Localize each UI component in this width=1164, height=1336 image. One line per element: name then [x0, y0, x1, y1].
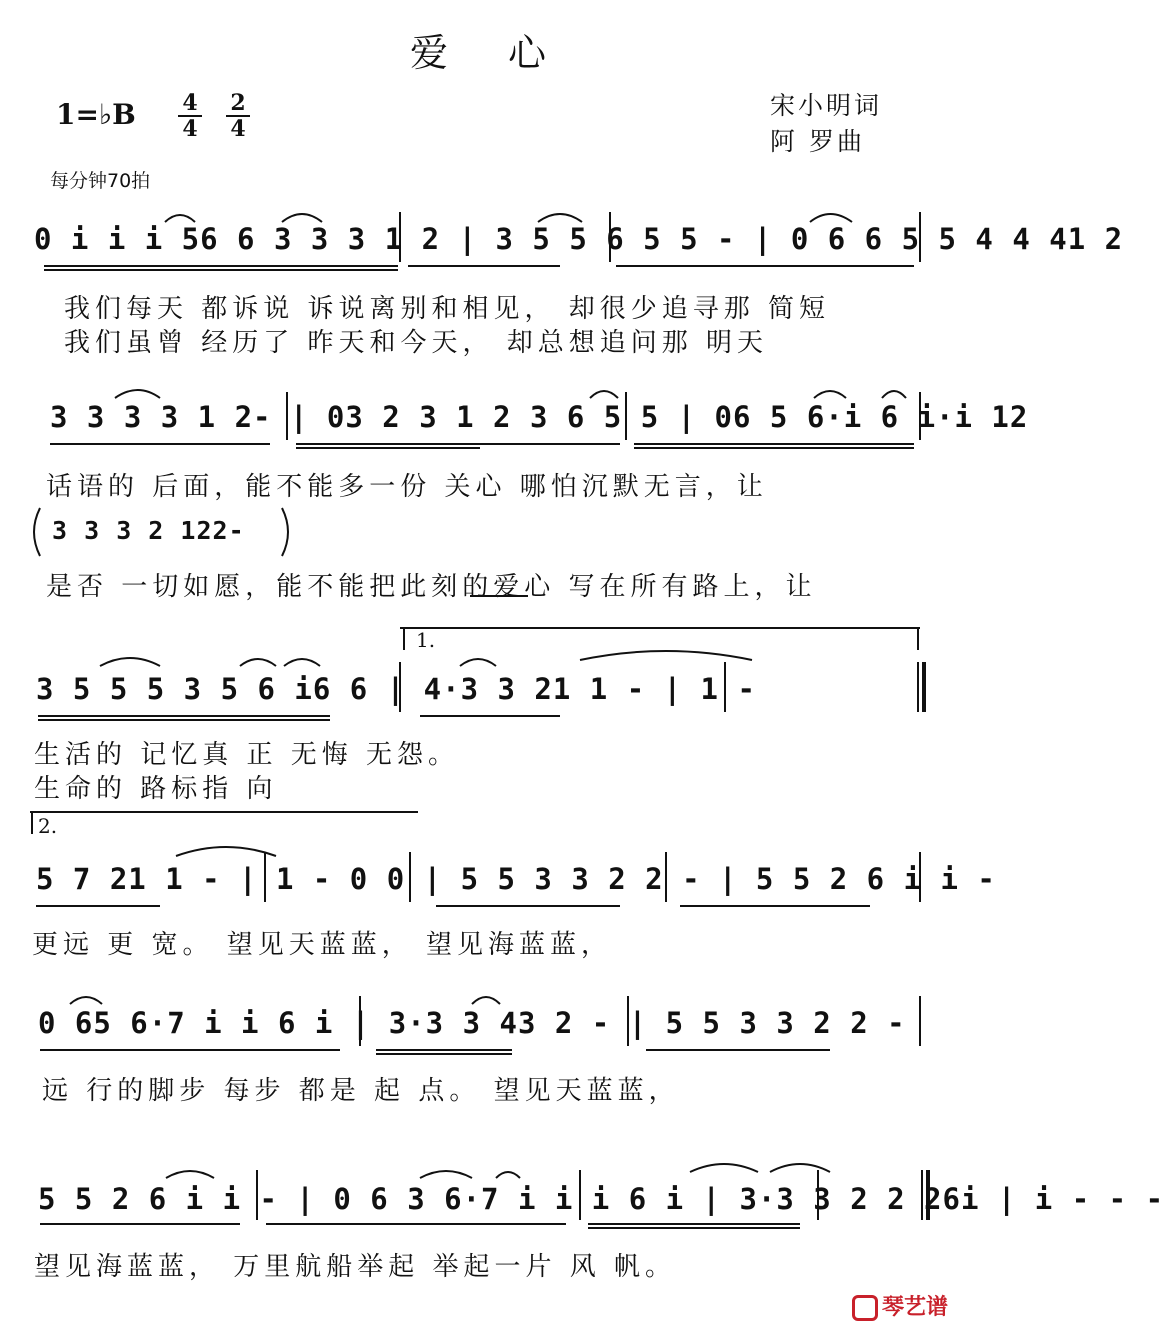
watermark-icon — [852, 1295, 878, 1321]
lyricist-credit: 宋小明词 — [770, 91, 883, 120]
notation-line-3: 3 3 3 2 122- — [52, 516, 245, 545]
lyric-line-1a: 我们每天 都诉说 诉说离别和相见， 却很少追寻那 简短 — [64, 294, 831, 324]
lyric-line-6: 远 行的脚步 每步 都是 起 点。 望见天蓝蓝， — [42, 1076, 680, 1106]
notation-line-5: 5 7 21 1 - | 1 - 0 0 | 5 5 3 3 2 2 - | 5 5 2 6 i i - — [36, 862, 996, 896]
volta-2: 2. — [38, 814, 58, 838]
watermark-text: 琴艺谱 — [882, 1295, 949, 1320]
time-signature-4-4: 4 4 — [178, 92, 202, 140]
tempo-marking: 每分钟70拍 — [50, 170, 151, 192]
notation-line-7: 5 5 2 6 i i - | 0 6 3 6·7 i i i 6 i | 3·3 3 2 2 26i | i - - - — [38, 1182, 1164, 1216]
lyric-line-4b: 生命的 路标指 向 — [34, 774, 278, 804]
lyric-line-5: 更远 更 宽。 望见天蓝蓝， 望见海蓝蓝， — [32, 930, 613, 960]
watermark-logo — [852, 1290, 948, 1321]
lyric-line-4a: 生活的 记忆真 正 无悔 无怨。 — [34, 740, 460, 770]
notation-line-2: 3 3 3 3 1 2- | 03 2 3 1 2 3 6 5 5 | 06 5 6·i 6 i·i 12 — [50, 400, 1029, 434]
time-signature-2-4: 2 4 — [226, 92, 250, 140]
key-signature: 1=♭B — [56, 98, 136, 131]
notation-line-4: 3 5 5 5 3 5 6 i6 6 | 4·3 3 21 1 - | 1 - — [36, 672, 756, 706]
lyric-line-7: 望见海蓝蓝， 万里航船举起 举起一片 风 帆。 — [34, 1252, 677, 1282]
song-title: 爱 心 — [409, 31, 571, 75]
credits — [770, 88, 882, 160]
notation-line-6: 0 65 6·7 i i 6 i | 3·3 3 43 2 - | 5 5 3 3 2 2 - — [38, 1006, 906, 1040]
lyric-line-3: 是否 一切如愿，能不能把此刻的爱心 写在所有路上，让 — [46, 572, 817, 602]
lyric-line-1b: 我们虽曾 经历了 昨天和今天， 却总想追问那 明天 — [64, 328, 769, 358]
composer-credit: 阿 罗曲 — [770, 127, 865, 156]
volta-1: 1. — [416, 628, 436, 652]
notation-line-1: 0 i i i 56 6 3 3 3 1 2 | 3 5 5 6 5 5 - | 0 6 6 5 5 4 4 41 2 — [34, 222, 1124, 256]
lyric-line-2: 话语的 后面，能不能多一份 关心 哪怕沉默无言，让 — [46, 472, 768, 502]
